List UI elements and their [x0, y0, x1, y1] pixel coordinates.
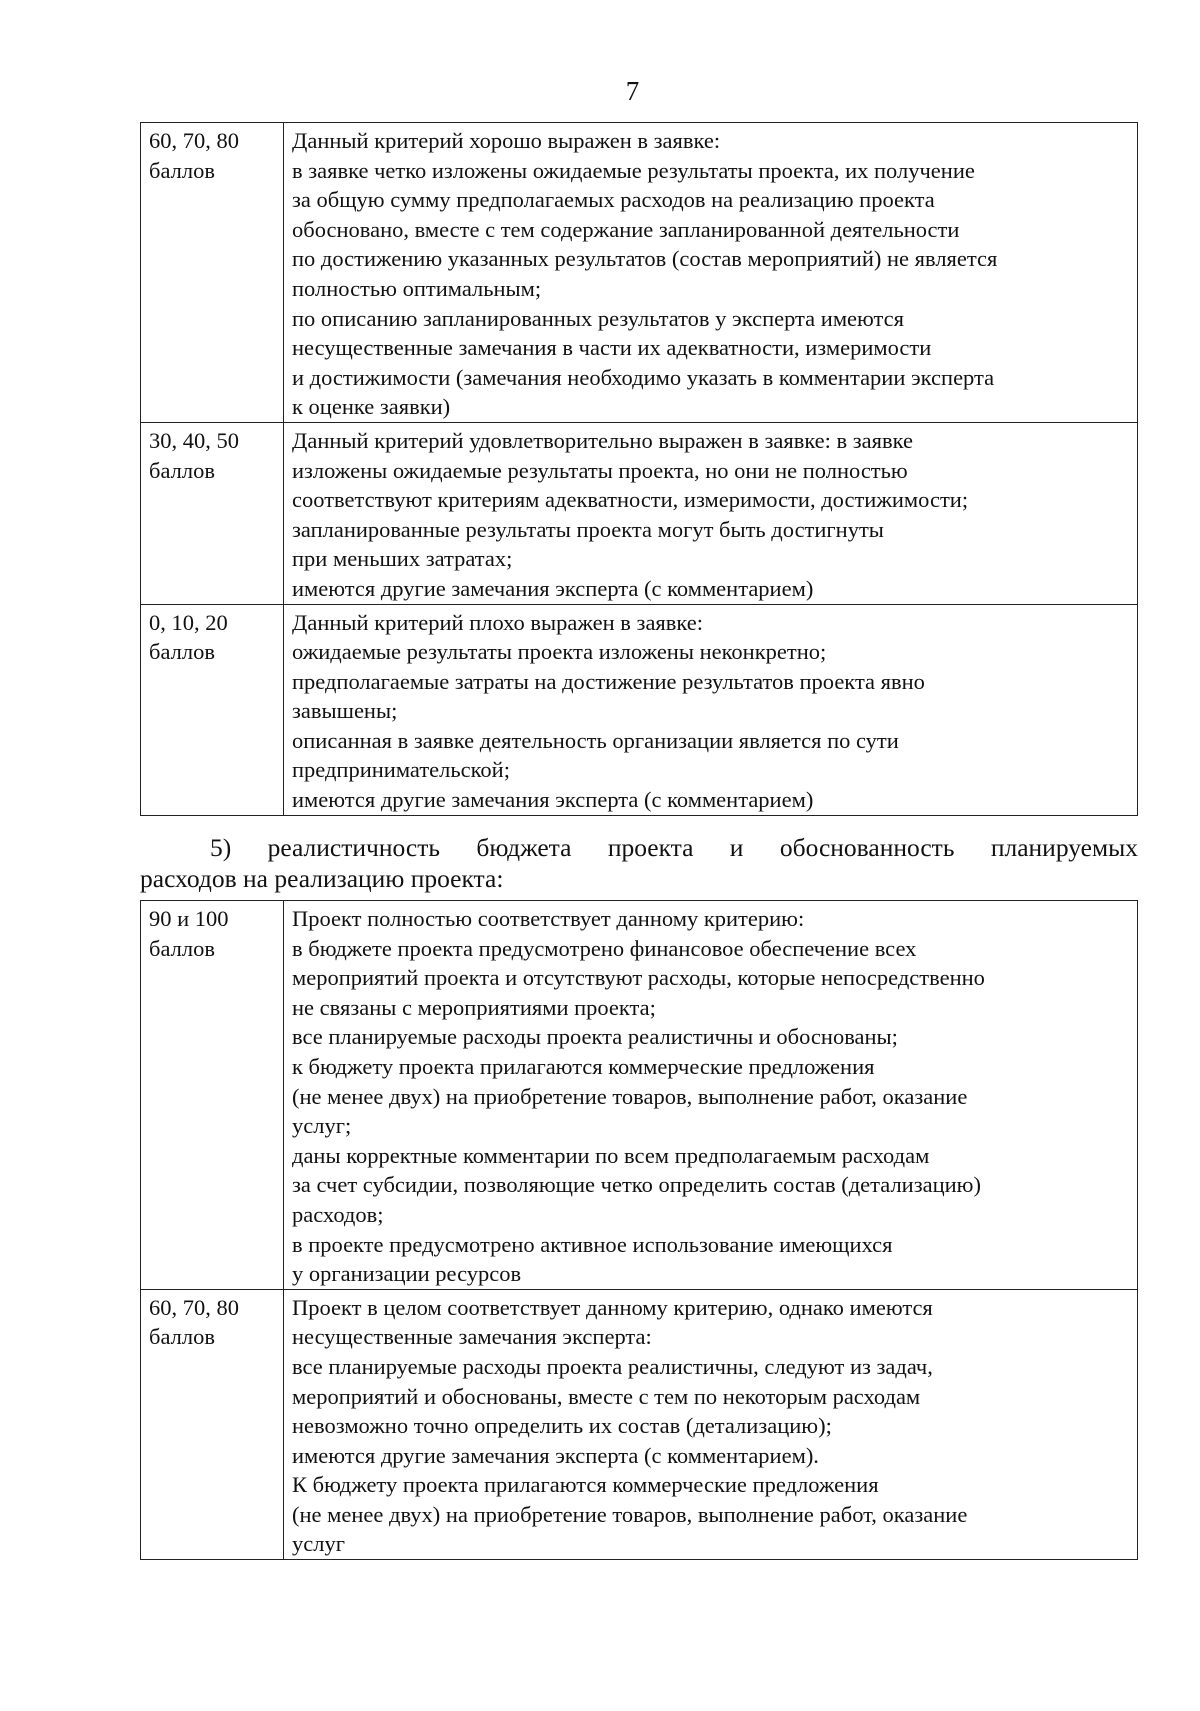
- section-heading-line-2: расходов на реализацию проекта:: [140, 864, 504, 893]
- score-cell: [141, 422, 284, 604]
- description-line: расходов;: [292, 1201, 384, 1227]
- description-line: предпринимательской;: [292, 757, 510, 783]
- table-row: [141, 123, 1138, 423]
- description-line: к оценке заявки): [292, 394, 451, 420]
- description-line: Проект в целом соответствует данному критерию, однако имеются: [292, 1294, 933, 1320]
- description-line: даны корректные комментарии по всем предполагаемым расходам: [292, 1142, 930, 1168]
- description-line: невозможно точно определить их состав (детализацию);: [292, 1413, 832, 1439]
- description-line: за счет субсидии, позволяющие четко определить состав (детализацию): [292, 1172, 981, 1198]
- description-line: запланированные результаты проекта могут быть достигнуты: [292, 516, 884, 542]
- description-line: несущественные замечания эксперта:: [292, 1324, 652, 1350]
- description-line: мероприятий проекта и отсутствуют расходы, которые непосредственно: [292, 965, 985, 991]
- description-line: обосновано, вместе с тем содержание запланированной деятельности: [292, 216, 960, 242]
- description-line: все планируемые расходы проекта реалистичны и обоснованы;: [292, 1024, 898, 1050]
- description-line: услуг: [292, 1531, 345, 1557]
- description-line: завышены;: [292, 698, 398, 724]
- description-line: Данный критерий хорошо выражен в заявке:: [292, 128, 721, 153]
- description-line: соответствуют критериям адекватности, измеримости, достижимости;: [292, 487, 969, 513]
- description-line: К бюджету проекта прилагаются коммерческие предложения: [292, 1472, 879, 1498]
- description-line: Проект полностью соответствует данному критерию:: [292, 906, 805, 931]
- score-line: баллов: [149, 935, 215, 961]
- description-line: (не менее двух) на приобретение товаров, выполнение работ, оказание: [292, 1083, 968, 1109]
- table-row: [141, 901, 1138, 1290]
- description-line: мероприятий и обоснованы, вместе с тем по некоторым расходам: [292, 1383, 921, 1409]
- score-cell: [141, 123, 284, 423]
- description-line: изложены ожидаемые результаты проекта, но они не полностью: [292, 457, 908, 483]
- criteria-table-5: [140, 900, 1138, 1560]
- score-line: 30, 40, 50: [149, 427, 239, 453]
- description-line: в бюджете проекта предусмотрено финансовое обеспечение всех: [292, 935, 917, 961]
- score-line: баллов: [149, 457, 215, 483]
- description-line: за общую сумму предполагаемых расходов на реализацию проекта: [292, 187, 935, 213]
- description-line: имеются другие замечания эксперта (с комментарием): [292, 575, 814, 601]
- table-row: [141, 1289, 1138, 1559]
- table-row: [141, 422, 1138, 604]
- description-line: Данный критерий удовлетворительно выражен в заявке: в заявке: [292, 427, 914, 453]
- description-line: услуг;: [292, 1113, 352, 1139]
- description-line: и достижимости (замечания необходимо указать в комментарии эксперта: [292, 364, 995, 390]
- description-line: в заявке четко изложены ожидаемые результаты проекта, их получение: [292, 157, 975, 183]
- description-cell: [284, 901, 1138, 1290]
- page-number: 7: [625, 76, 640, 106]
- description-line: не связаны с мероприятиями проекта;: [292, 994, 656, 1020]
- description-cell: [284, 604, 1138, 815]
- description-line: в проекте предусмотрено активное использование имеющихся: [292, 1231, 893, 1257]
- description-cell: [284, 1289, 1138, 1559]
- section-heading-budget: [140, 832, 1138, 894]
- description-line: по достижению указанных результатов (состав мероприятий) не является: [292, 246, 998, 272]
- score-line: 60, 70, 80: [149, 1294, 239, 1320]
- score-line: баллов: [149, 1324, 215, 1350]
- section-heading-line-1: 5) реалистичность бюджета проекта и обоснованность планируемых: [210, 833, 1138, 862]
- description-cell: [284, 123, 1138, 423]
- description-line: несущественные замечания в части их адекватности, измеримости: [292, 335, 932, 361]
- criteria-table-4: [140, 122, 1138, 816]
- score-cell: [141, 604, 284, 815]
- score-line: баллов: [149, 157, 215, 183]
- description-line: Данный критерий плохо выражен в заявке:: [292, 609, 704, 635]
- description-line: (не менее двух) на приобретение товаров, выполнение работ, оказание: [292, 1501, 968, 1527]
- description-line: ожидаемые результаты проекта изложены неконкретно;: [292, 639, 827, 665]
- score-cell: [141, 1289, 284, 1559]
- description-line: предполагаемые затраты на достижение результатов проекта явно: [292, 668, 925, 694]
- description-line: к бюджету проекта прилагаются коммерческие предложения: [292, 1053, 875, 1079]
- score-line: баллов: [149, 639, 215, 665]
- description-line: у организации ресурсов: [292, 1261, 522, 1287]
- score-line: 60, 70, 80: [149, 128, 239, 153]
- description-line: по описанию запланированных результатов у эксперта имеются: [292, 305, 904, 331]
- score-line: 90 и 100: [149, 906, 229, 931]
- table-row: [141, 604, 1138, 815]
- score-cell: [141, 901, 284, 1290]
- description-line: описанная в заявке деятельность организации является по сути: [292, 727, 899, 753]
- description-line: имеются другие замечания эксперта (с комментарием).: [292, 1442, 819, 1468]
- description-line: полностью оптимальным;: [292, 275, 542, 301]
- description-line: все планируемые расходы проекта реалистичны, следуют из задач,: [292, 1353, 933, 1379]
- score-line: 0, 10, 20: [149, 609, 228, 635]
- description-line: при меньших затратах;: [292, 546, 513, 572]
- description-cell: [284, 422, 1138, 604]
- description-line: имеются другие замечания эксперта (с комментарием): [292, 787, 814, 813]
